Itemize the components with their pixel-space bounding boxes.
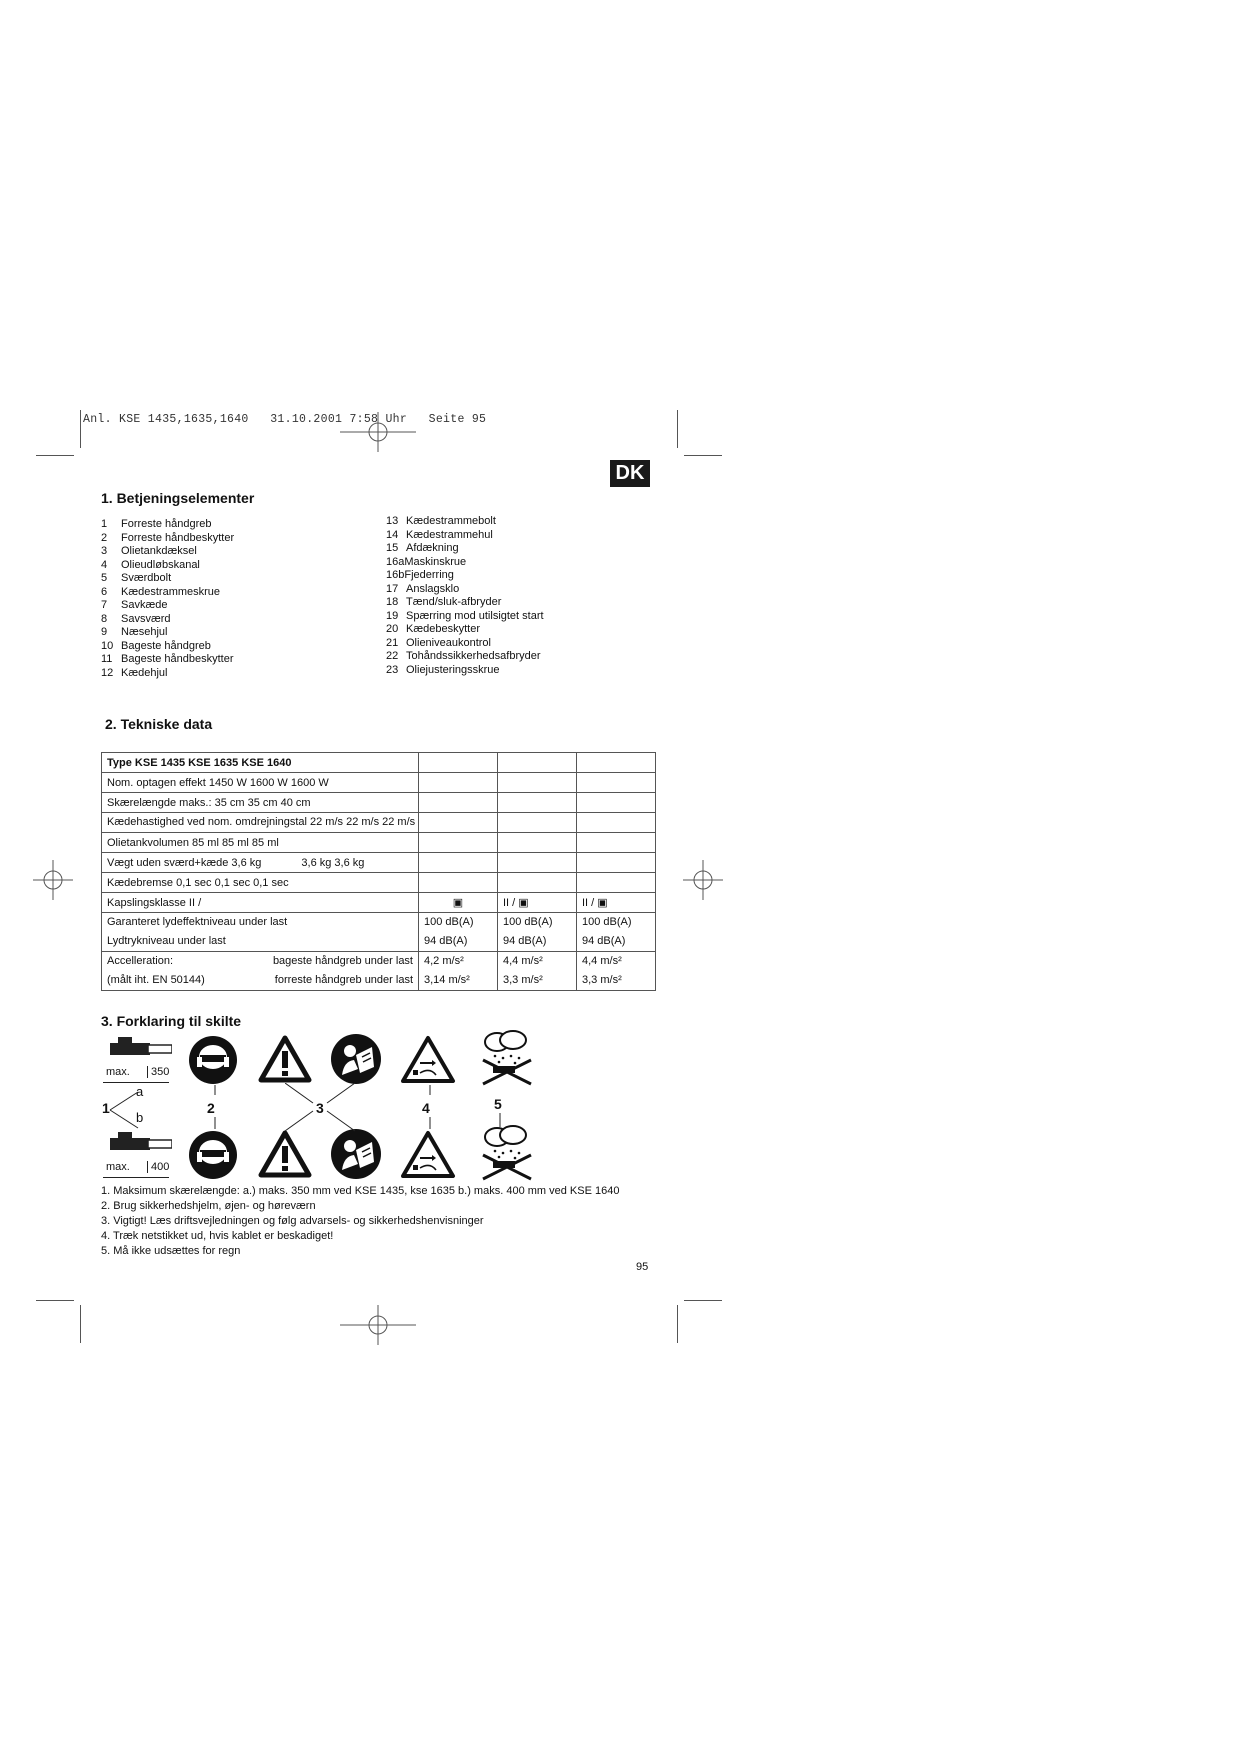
list-item: 2 Forreste håndbeskytter [101, 531, 235, 544]
table-cell [498, 853, 577, 873]
chainsaw-icon [108, 1035, 172, 1061]
table-cell: 100 dB(A) 94 dB(A) [577, 913, 656, 952]
page-number: 95 [636, 1261, 649, 1273]
table-cell: Olietankvolumen 85 ml 85 ml 85 ml [102, 833, 419, 853]
table-cell [419, 753, 498, 773]
table-row [102, 893, 656, 913]
table-row [102, 793, 656, 813]
list-item: 19 Spærring mod utilsigtet start [386, 609, 544, 622]
list-item: 7 Savkæde [101, 599, 168, 611]
table-cell [577, 773, 656, 793]
sign-number-4: 4 [422, 1100, 430, 1116]
sign-number-3: 3 [316, 1100, 324, 1116]
table-cell: 100 dB(A) 94 dB(A) [498, 913, 577, 952]
read-manual-icon [330, 1128, 382, 1180]
signs-legend [101, 1184, 661, 1259]
table-cell [419, 773, 498, 793]
list-item: 5 Sværdbolt [101, 572, 172, 584]
table-row [102, 833, 656, 853]
table-cell [419, 813, 498, 833]
table-cell [577, 873, 656, 893]
table-cell [498, 813, 577, 833]
double-insulation-icon: ▣ [597, 897, 608, 909]
double-insulation-icon: ▣ [452, 897, 464, 909]
table-cell [577, 853, 656, 873]
table-cell [577, 793, 656, 813]
table-cell: 4,4 m/s² 3,3 m/s² [577, 952, 656, 991]
list-item: 23 Oliejusteringsskrue [386, 663, 500, 676]
table-cell [577, 833, 656, 853]
registration-mark-right [683, 860, 723, 900]
legend-item: 1. Maksimum skærelængde: a.) maks. 350 mm ved KSE 1435, kse 1635 b.) maks. 400 mm ved KSE 1640 [101, 1185, 620, 1197]
section-title-controls: 1. Betjeningselementer [101, 490, 255, 506]
table-row [102, 952, 656, 991]
table-cell: Type KSE 1435 KSE 1635 KSE 1640 [102, 753, 419, 773]
crop-mark [677, 1305, 678, 1343]
crop-mark [677, 410, 678, 448]
legend-item: 4. Træk netstikket ud, hvis kablet er beskadiget! [101, 1230, 334, 1242]
table-cell [577, 753, 656, 773]
table-row [102, 873, 656, 893]
table-cell: II / ▣ [498, 893, 577, 913]
print-header: Anl. KSE 1435,1635,1640 31.10.2001 7:58 Uhr Seite 95 [83, 413, 487, 426]
table-cell [419, 853, 498, 873]
list-item: 16b Fjederring [386, 569, 454, 581]
list-item: 8 Savsværd [101, 612, 171, 625]
list-item: 18 Tænd/sluk-afbryder [386, 596, 502, 608]
table-cell [498, 753, 577, 773]
table-cell: Kapslingsklasse II / [102, 893, 419, 913]
unplug-warning-icon [400, 1130, 456, 1180]
no-rain-icon [477, 1125, 535, 1181]
double-insulation-icon: ▣ [518, 897, 529, 909]
list-item: 4 Olieudløbskanal [101, 558, 200, 571]
table-cell: Accelleration: bageste håndgreb under last (målt iht. EN 50144) forreste håndgreb under last [102, 952, 419, 991]
table-row [102, 813, 656, 833]
protective-gear-icon [188, 1130, 238, 1180]
table-row [102, 773, 656, 793]
no-rain-icon [477, 1030, 535, 1086]
table-cell: Nom. optagen effekt 1450 W 1600 W 1600 W [102, 773, 419, 793]
warning-triangle-icon [258, 1035, 312, 1083]
table-cell [577, 813, 656, 833]
legend-item: 2. Brug sikkerhedshjelm, øjen- og høreværn [101, 1200, 316, 1212]
table-cell [498, 873, 577, 893]
table-cell [419, 793, 498, 813]
crop-mark [36, 1300, 74, 1301]
table-cell [419, 833, 498, 853]
list-item: 6 Kædestrammeskrue [101, 585, 221, 598]
section-title-signs: 3. Forklaring til skilte [101, 1013, 242, 1029]
section-title-technical: 2. Tekniske data [105, 716, 213, 732]
protective-gear-icon [188, 1035, 238, 1085]
sign-number-2: 2 [207, 1100, 215, 1116]
parts-list-left [101, 518, 361, 680]
language-badge: DK [610, 460, 650, 487]
table-cell: Garanteret lydeffektniveau under last Lydtrykniveau under last [102, 913, 419, 952]
sign-number-1: 1 [102, 1100, 110, 1116]
table-row [102, 753, 656, 773]
list-item: 11 Bageste håndbeskytter [101, 653, 234, 665]
table-cell: 100 dB(A) 94 dB(A) [419, 913, 498, 952]
list-item: 21 Olieniveaukontrol [386, 636, 491, 649]
sign-number-5: 5 [494, 1096, 502, 1112]
legend-item: 3. Vigtigt! Læs driftsvejledningen og følg advarsels- og sikkerhedshenvisninger [101, 1215, 484, 1227]
crop-mark [80, 1305, 81, 1343]
legend-item: 5. Må ikke udsættes for regn [101, 1245, 241, 1257]
list-item: 16a Maskinskrue [386, 555, 467, 568]
sign-letter-b: b [136, 1110, 144, 1125]
registration-mark-left [33, 860, 73, 900]
table-cell: Skærelængde maks.: 35 cm 35 cm 40 cm [102, 793, 419, 813]
connector-lines [108, 1090, 148, 1130]
technical-data-table [101, 752, 656, 991]
table-cell [498, 793, 577, 813]
list-item: 10 Bageste håndgreb [101, 639, 211, 652]
list-item: 13 Kædestrammebolt [386, 515, 496, 527]
warning-triangle-icon [258, 1130, 312, 1178]
list-item: 3 Olietankdæksel [101, 545, 197, 557]
sign-letter-a: a [136, 1084, 144, 1099]
registration-mark-bottom [340, 1305, 416, 1345]
crop-mark [684, 455, 722, 456]
list-item: 17 Anslagsklo [386, 582, 460, 595]
list-item: 15 Afdækning [386, 542, 459, 554]
crop-mark [36, 455, 74, 456]
list-item: 22 Tohåndssikkerhedsafbryder [386, 650, 541, 662]
table-row [102, 913, 656, 952]
max-length-box-a: max. 350 [103, 1062, 169, 1083]
list-item: 20 Kædebeskytter [386, 623, 480, 635]
table-cell [498, 833, 577, 853]
table-cell: 4,4 m/s² 3,3 m/s² [498, 952, 577, 991]
read-manual-icon [330, 1033, 382, 1085]
parts-list-right [386, 515, 666, 677]
table-cell: Vægt uden sværd+kæde 3,6 kg 3,6 kg 3,6 kg [102, 853, 419, 873]
table-row [102, 853, 656, 873]
crop-mark [684, 1300, 722, 1301]
table-cell: Kædehastighed ved nom. omdrejningstal 22 m/s 22 m/s 22 m/s [102, 813, 419, 833]
table-cell: 4,2 m/s² 3,14 m/s² [419, 952, 498, 991]
table-cell [498, 773, 577, 793]
list-item: 12 Kædehjul [101, 666, 168, 679]
unplug-warning-icon [400, 1035, 456, 1085]
max-length-box-b: max. 400 [103, 1157, 169, 1178]
table-cell [419, 893, 498, 913]
table-cell [419, 873, 498, 893]
table-cell: Kædebremse 0,1 sec 0,1 sec 0,1 sec [102, 873, 419, 893]
list-item: 1 Forreste håndgreb [101, 518, 212, 530]
crop-mark [80, 410, 81, 448]
connector-lines [285, 1083, 365, 1133]
list-item: 9 Næsehjul [101, 626, 168, 638]
list-item: 14 Kædestrammehul [386, 528, 493, 541]
chainsaw-icon [108, 1130, 172, 1156]
table-cell: II / ▣ [577, 893, 656, 913]
